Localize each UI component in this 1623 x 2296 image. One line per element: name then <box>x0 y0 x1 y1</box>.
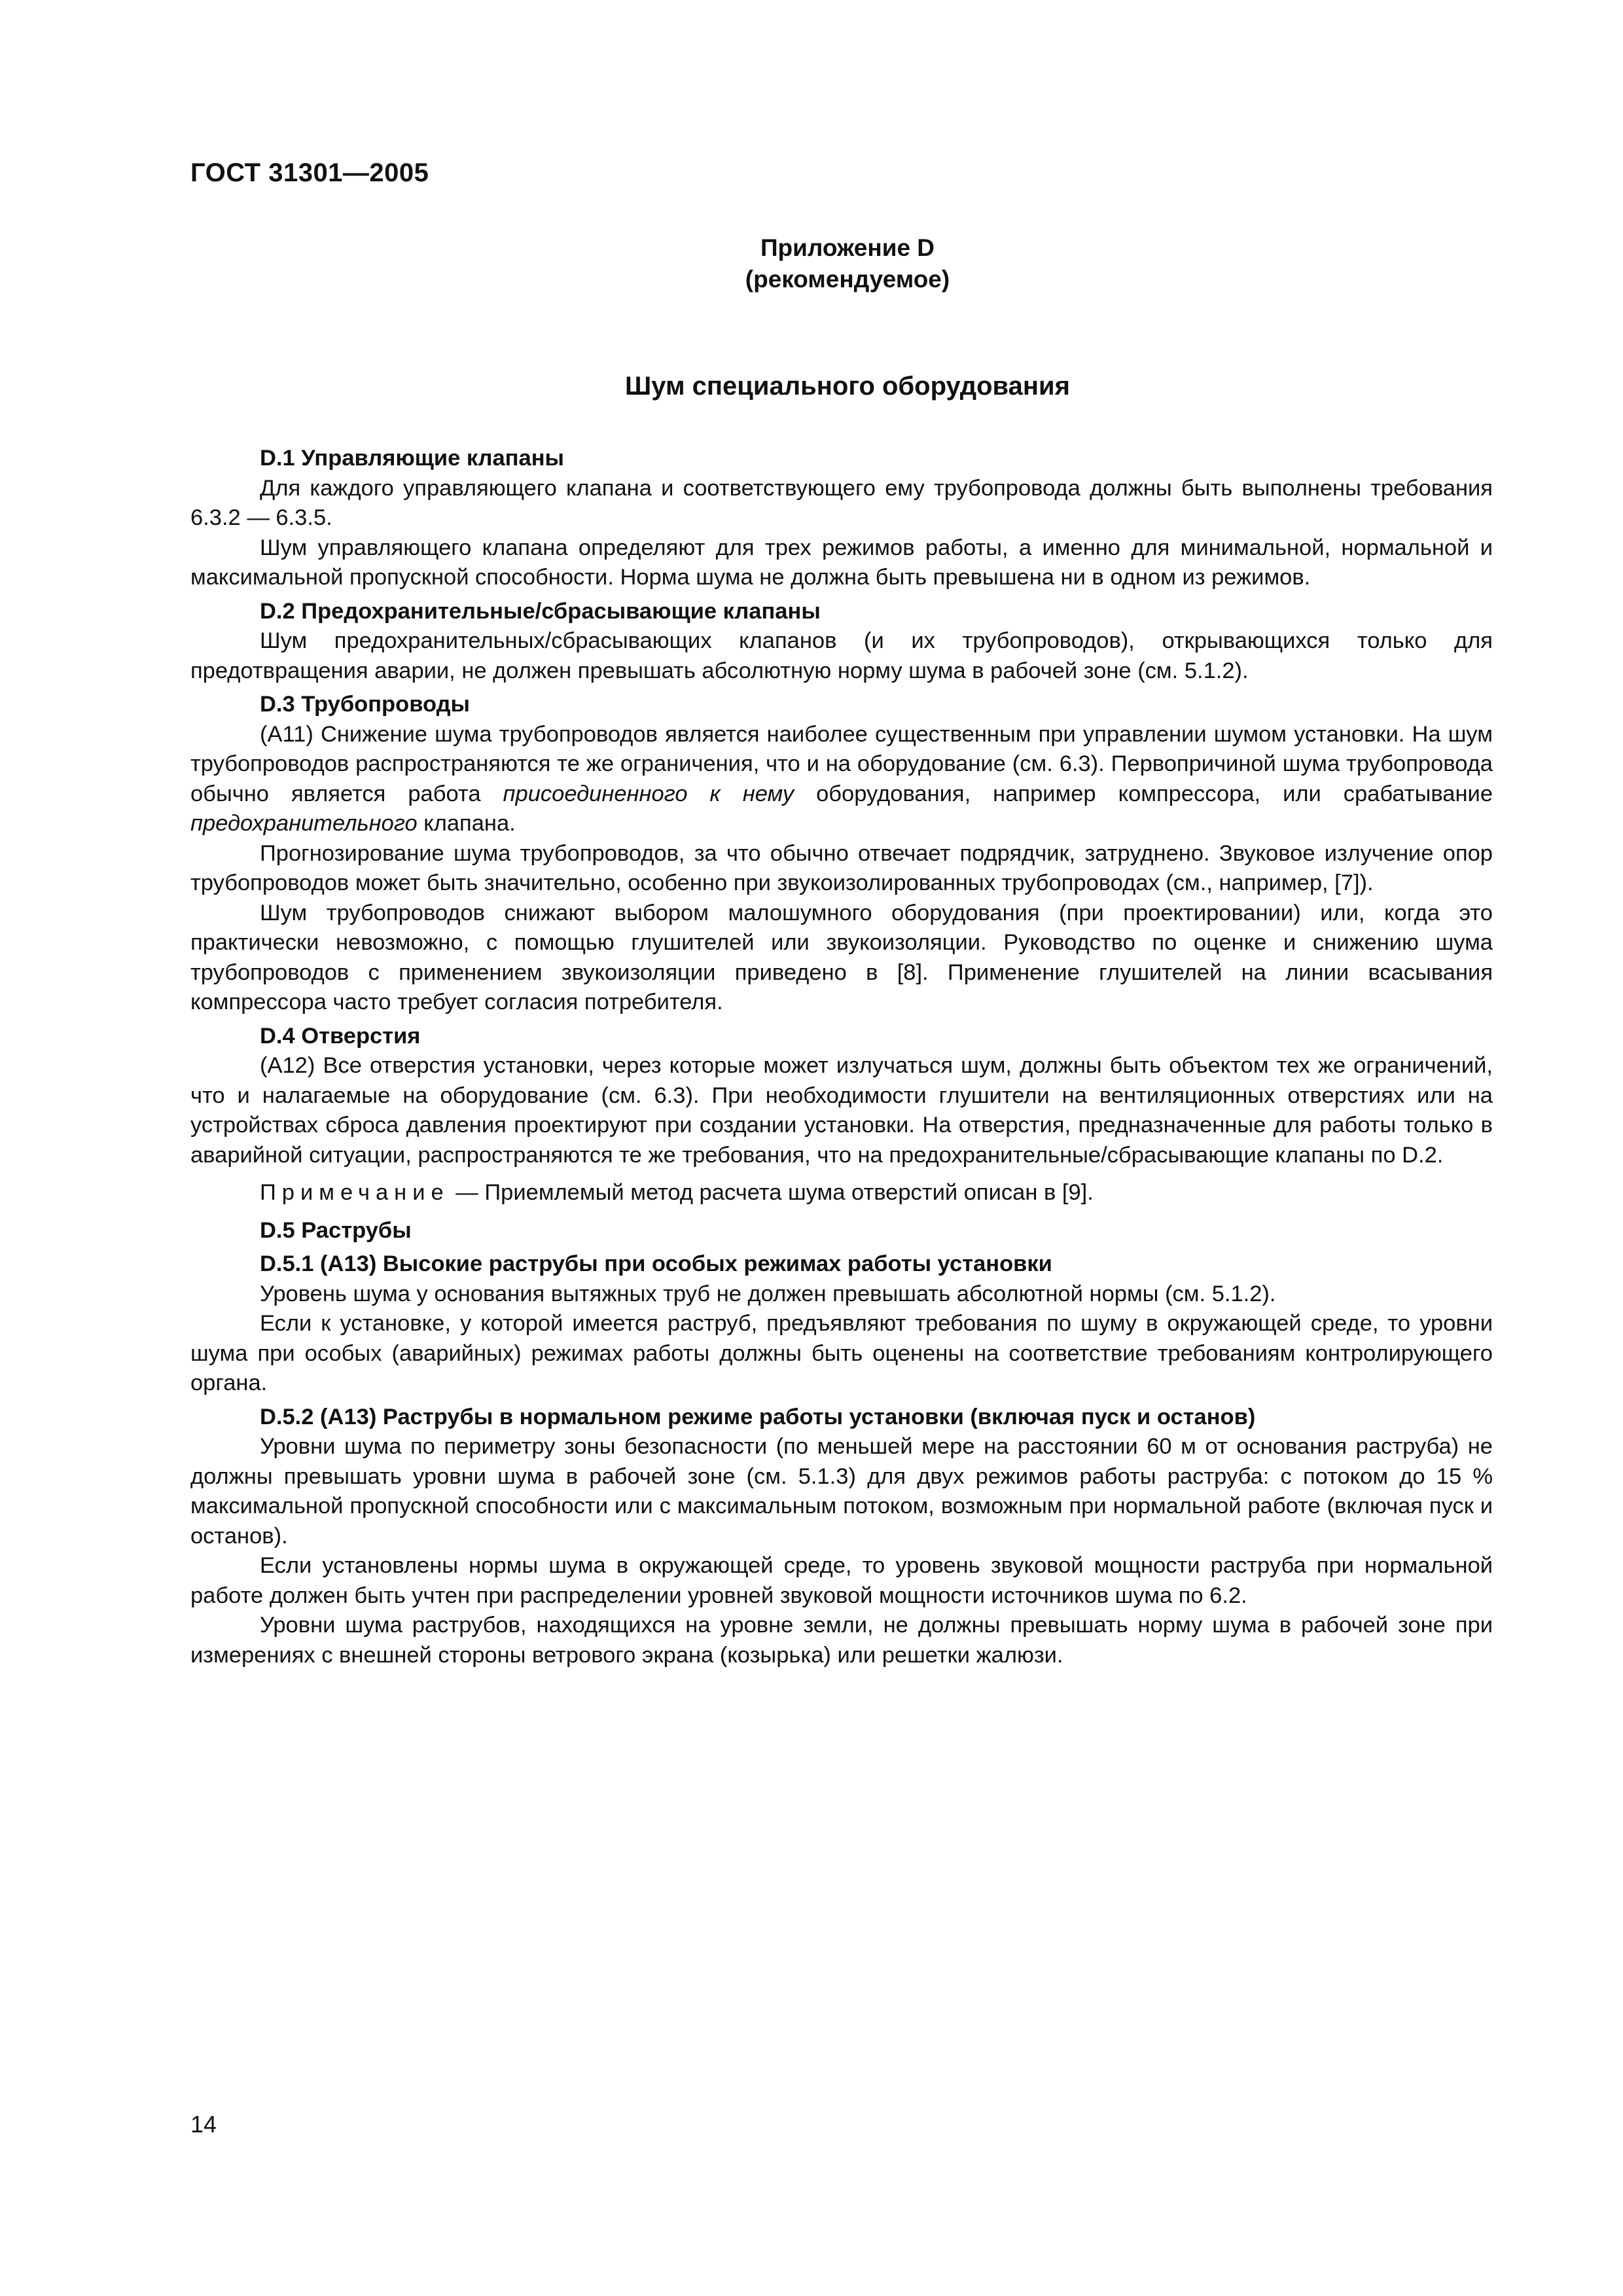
appendix-label: Приложение D <box>760 234 935 261</box>
paragraph: (A12) Все отверстия установки, через которые может излучаться шум, должны быть объектом тех же ограничений, что и налагаемые на оборудование (см. 6.3). При необходимости глушители на вентиляционных отверстиях или на устройствах сброса давления проектируют при создании установки. На отверстия, предназначенные для работы только в аварийной ситуации, распространяются те же требования, что на предохранительные/сбрасывающие клапаны по D.2. <box>190 1053 1493 1168</box>
section-heading-d3: D.3 Трубопроводы <box>260 692 470 717</box>
note-text: — Приемлемый метод расчета шума отверстий описан в [9]. <box>449 1180 1094 1205</box>
text-run: клапана. <box>417 811 516 836</box>
paragraph <box>190 720 1493 839</box>
italic-text: предохранительного <box>190 811 418 836</box>
section-heading-d5: D.5 Раструбы <box>260 1217 412 1243</box>
section-heading-d2: D.2 Предохранительные/сбрасывающие клапаны <box>260 598 821 624</box>
page-number: 14 <box>190 2111 217 2138</box>
paragraph: Шум управляющего клапана определяют для трех режимов работы, а именно для минимальной, нормальной и максимальной пропускной способности. Норма шума не должна быть превышена ни в одном из режимов. <box>190 535 1493 590</box>
paragraph: Если установлены нормы шума в окружающей среде, то уровень звуковой мощности раструба при нормальной работе должен быть учтен при распределении уровней звуковой мощности источников шума по 6.2. <box>190 1553 1493 1608</box>
document-code: ГОСТ 31301—2005 <box>190 158 429 187</box>
text-run: оборудования, например компрессора, или срабатывание <box>794 781 1493 806</box>
paragraph: Прогнозирование шума трубопроводов, за что обычно отвечает подрядчик, затруднено. Звуковое излучение опор трубопроводов может быть значительно, особенно при звукоизолированных трубопроводах (см., например, [7]). <box>190 840 1493 895</box>
page-title: Шум специального оборудования <box>625 372 1070 401</box>
note <box>190 1178 1493 1208</box>
paragraph: Шум трубопроводов снижают выбором малошумного оборудования (при проектировании) или, когда это практически невозможно, с помощью глушителей или звукоизоляции. Руководство по оценке и снижению шума трубопроводов с применением звукоизоляции приведено в [8]. Применение глушителей на линии всасывания компрессора часто требует согласия потребителя. <box>190 900 1493 1014</box>
appendix-heading <box>0 232 1623 295</box>
paragraph: Если к установке, у которой имеется раструб, предъявляют требования по шуму в окружающей среде, то уровни шума при особых (аварийных) режимах работы должны быть оценены на соответствие требованиям контролирующего органа. <box>190 1311 1493 1395</box>
text-run: (A11) Снижение шума трубопроводов является наиболее существенным при управлении шумом установки. На шум трубопроводов распространяются те же ограничения, что и на оборудование (см. 6.3). Первопричиной шума трубопровода обычно является работа <box>190 721 1493 806</box>
appendix-status: (рекомендуемое) <box>745 266 950 293</box>
section-heading-d1: D.1 Управляющие клапаны <box>260 446 564 471</box>
subsection-heading-d5-1: D.5.1 (A13) Высокие раструбы при особых режимах работы установки <box>260 1251 1052 1276</box>
paragraph: Уровни шума раструбов, находящихся на уровне земли, не должны превышать норму шума в рабочей зоне при измерениях с внешней стороны ветрового экрана (козырька) или решетки жалюзи. <box>190 1613 1493 1668</box>
document-body <box>190 440 1493 1670</box>
paragraph: Уровень шума у основания вытяжных труб не должен превышать абсолютной нормы (см. 5.1.2). <box>260 1281 1276 1306</box>
paragraph: Шум предохранительных/сбрасывающих клапанов (и их трубопроводов), открывающихся только для предотвращения аварии, не должен превышать абсолютную норму шума в рабочей зоне (см. 5.1.2). <box>190 628 1493 683</box>
paragraph: Уровни шума по периметру зоны безопасности (по меньшей мере на расстоянии 60 м от основания раструба) не должны превышать уровни шума в рабочей зоне (см. 5.1.3) для двух режимов работы раструба: с потоком до 15 % максимальной пропускной способности или с максимальным потоком, возможным при нормальной работе (включая пуск и останов). <box>190 1434 1493 1549</box>
subsection-heading-d5-2: D.5.2 (A13) Раструбы в нормальном режиме работы установки (включая пуск и останов) <box>260 1404 1256 1429</box>
paragraph: Для каждого управляющего клапана и соответствующего ему трубопровода должны быть выполнены требования 6.3.2 — 6.3.5. <box>190 475 1493 530</box>
italic-text: присоединенного к нему <box>503 781 794 806</box>
section-heading-d4: D.4 Отверстия <box>260 1023 421 1049</box>
note-label: Примечание <box>260 1180 450 1205</box>
